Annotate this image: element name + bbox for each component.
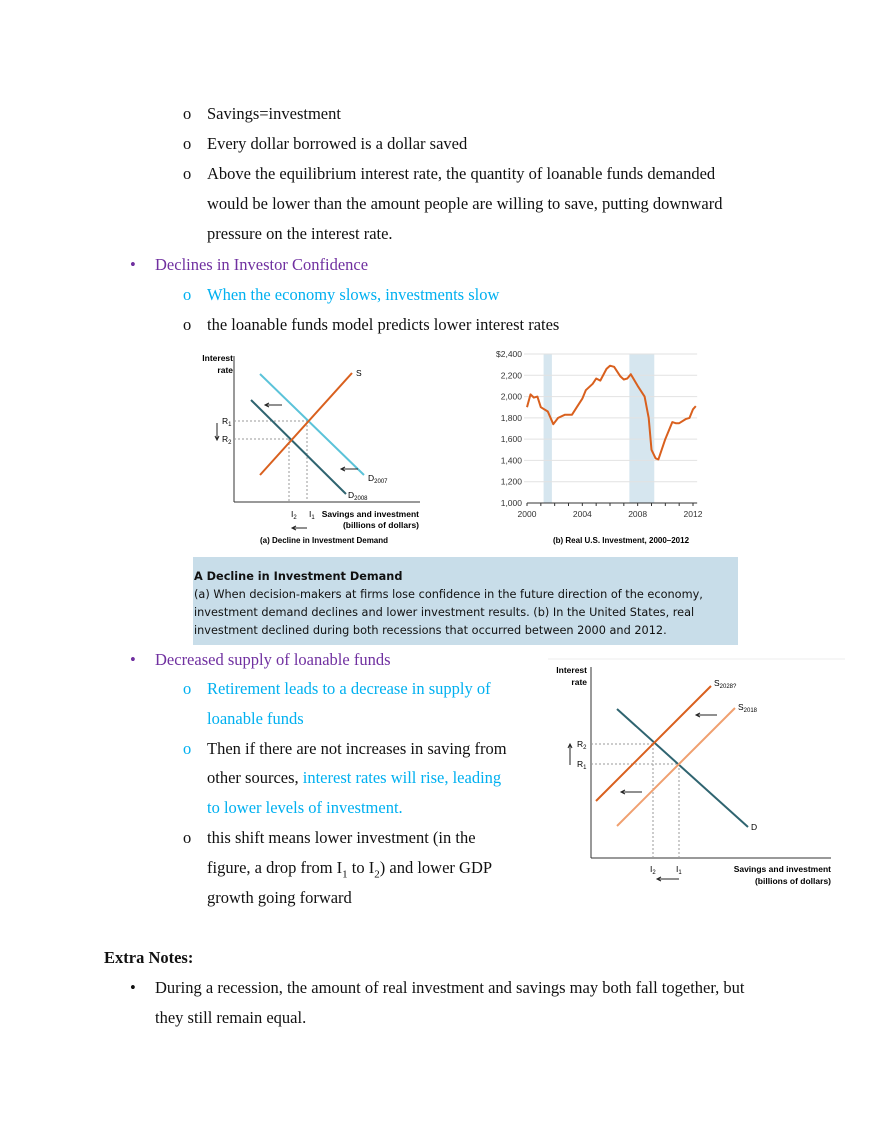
x-axis-label: Savings and investment <box>733 864 831 874</box>
y-tick-label: 1,000 <box>500 498 522 508</box>
x-tick-label: 2004 <box>572 509 592 519</box>
x-axis-label: Savings and investment <box>321 509 419 519</box>
list-item: Every dollar borrowed is a dollar saved <box>207 134 468 153</box>
bullet: • <box>130 978 136 997</box>
y-axis-label: rate <box>217 365 233 375</box>
bullet: • <box>130 255 136 274</box>
y-tick-label: 1,400 <box>500 455 522 466</box>
d2007-label: $D_{2007}$ <box>368 473 388 485</box>
list-item-cont: figure, a drop from $I_1$ to $I_2$) and lower GDP <box>207 858 493 881</box>
list-item: Savings=investment <box>207 104 341 123</box>
y-tick-label: 1,800 <box>500 412 522 423</box>
text: other sources, <box>207 768 303 787</box>
x-tick-label: 2000 <box>517 509 537 519</box>
i2-label: $I_2$ <box>291 509 297 521</box>
d-label: D <box>751 822 758 832</box>
y-tick-label: 1,200 <box>500 476 522 487</box>
r2-label: $R_2$ <box>577 739 587 751</box>
i2-label: $I_2$ <box>650 864 656 876</box>
list-item-cont: growth going forward <box>207 888 352 907</box>
r1-label: $R_1$ <box>577 759 587 771</box>
list-item: this shift means lower investment (in the <box>207 828 476 847</box>
d2008-label: $D_{2008}$ <box>348 490 368 502</box>
r1-label: $R_1$ <box>222 416 232 428</box>
caption-title: A Decline in Investment Demand <box>194 570 403 583</box>
section-heading: Decreased supply of loanable funds <box>155 650 391 669</box>
extra-notes-heading: Extra Notes: <box>104 948 194 967</box>
bullet: • <box>130 650 136 669</box>
sub-bullet: o <box>183 679 192 698</box>
sub-bullet: o <box>183 739 192 758</box>
list-item-cont: to lower levels of investment. <box>207 798 403 817</box>
list-item-cont <box>207 768 501 788</box>
y-tick-label: $2,400 <box>496 349 522 359</box>
sub-bullet: o <box>183 134 192 153</box>
y-axis-label: Interest <box>202 353 233 363</box>
list-item-cont: pressure on the interest rate. <box>207 224 393 243</box>
sub-bullet: o <box>183 828 192 847</box>
list-item: Retirement leads to a decrease in supply of <box>207 679 491 698</box>
s-label: S <box>356 368 362 378</box>
sub-bullet: o <box>183 285 192 304</box>
list-item-cont: would be lower than the amount people are willing to save, putting downward <box>207 194 723 213</box>
y-tick-label: 2,200 <box>500 370 522 381</box>
y-tick-label: 2,000 <box>500 391 522 402</box>
x-tick-label: 2012 <box>683 509 703 519</box>
list-item: Then if there are not increases in saving from <box>207 739 507 758</box>
i1-label: $I_1$ <box>309 509 315 521</box>
highlight-text: interest rates will rise, leading <box>302 768 502 787</box>
list-item: When the economy slows, investments slow <box>207 285 500 304</box>
s2018-label: $S_{2018}$ <box>738 702 758 714</box>
x-tick-label: 2008 <box>628 509 648 519</box>
panel-a-title: (a) Decline in Investment Demand <box>260 536 389 545</box>
recession-band <box>544 354 552 503</box>
list-item: During a recession, the amount of real investment and savings may both fall together, but <box>155 978 745 997</box>
section-heading: Declines in Investor Confidence <box>155 255 369 274</box>
r2-label: $R_2$ <box>222 434 232 446</box>
sub-bullet: o <box>183 164 192 183</box>
list-item-cont: loanable funds <box>207 709 304 728</box>
y-axis-label: rate <box>571 677 587 687</box>
list-item: Above the equilibrium interest rate, the quantity of loanable funds demanded <box>207 164 716 183</box>
x-axis-label: (billions of dollars) <box>754 876 831 886</box>
caption-line: investment demand declines and lower investment results. (b) In the United States, real <box>194 606 695 619</box>
s2028-label: $S_{2028?}$ <box>714 678 737 690</box>
caption-line: investment declined during both recessions that occurred between 2000 and 2012. <box>194 624 667 637</box>
i1-label: $I_1$ <box>676 864 682 876</box>
list-item-cont: they still remain equal. <box>155 1008 307 1027</box>
sub-bullet: o <box>183 104 192 123</box>
y-axis-label: Interest <box>556 665 587 675</box>
y-tick-label: 1,600 <box>500 434 522 445</box>
sub-bullet: o <box>183 315 192 334</box>
figure-supply-decrease <box>548 658 845 893</box>
x-axis-label: (billions of dollars) <box>342 520 419 530</box>
caption-line: (a) When decision-makers at firms lose confidence in the future direction of the economy, <box>194 588 703 601</box>
list-item: the loanable funds model predicts lower interest rates <box>207 315 560 334</box>
panel-b-title: (b) Real U.S. Investment, 2000–2012 <box>552 536 690 545</box>
figure-graphics <box>193 342 738 557</box>
figure-graphics <box>548 658 845 893</box>
figure-caption <box>193 557 738 645</box>
